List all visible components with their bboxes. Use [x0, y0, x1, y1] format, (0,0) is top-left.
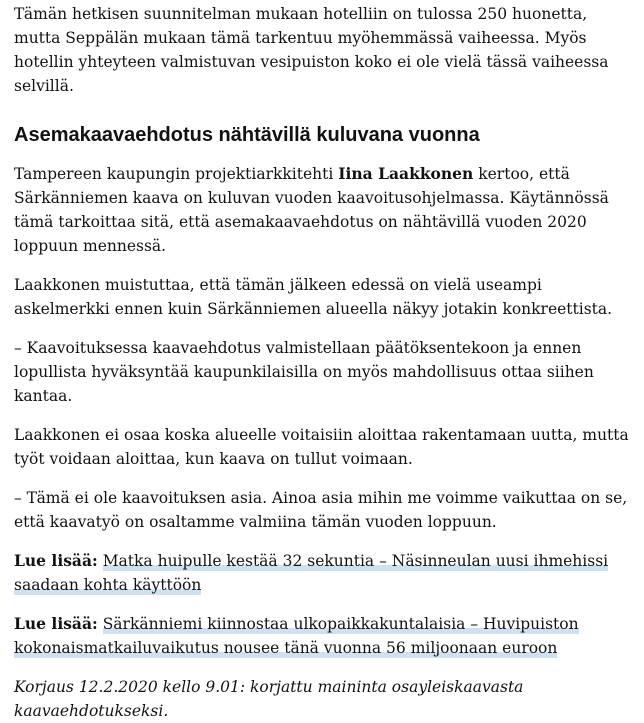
read-more: [14, 612, 634, 660]
quote-paragraph: – Tämä ei ole kaavoituksen asia. Ainoa asia mihin me voimme vaikuttaa on se, että kaavatyö on osaltamme valmiina tämän vuoden loppuun.: [14, 489, 628, 531]
article-paragraph: Laakkonen muistuttaa, että tämän jälkeen edessä on vielä useampi askelmerkki ennen kuin Särkänniemen alueella näkyy jotakin konkreettista.: [14, 276, 613, 318]
read-more-label: Lue lisää:: [14, 551, 98, 570]
paragraph-text: kertoo, että Särkänniemen kaava on kuluvan vuoden kaavoitusohjelmassa. Käytännössä tämä tarkoittaa sitä, että asemakaavaehdotus on nähtävillä vuoden 2020 loppuun mennessä.: [14, 165, 609, 255]
article-paragraph: [14, 162, 634, 258]
section-heading: Asemakaavaehdotus nähtävillä kuluvana vuonna: [14, 124, 480, 146]
article-paragraph: Laakkonen ei osaa koska alueelle voitaisiin aloittaa rakentamaan uutta, mutta työt voidaan aloittaa, kun kaava on tullut voimaan.: [14, 426, 629, 468]
person-name: Iina Laakkonen: [338, 164, 474, 183]
read-more: [14, 549, 634, 597]
read-more-link[interactable]: Matka huipulle kestää 32 sekuntia – Näsinneulan uusi ihmehissi saadaan kohta käyttöön: [14, 552, 609, 594]
read-more-label: Lue lisää:: [14, 614, 98, 633]
quote-paragraph: – Kaavoituksessa kaavaehdotus valmistellaan päätöksentekoon ja ennen lopullista hyväksyntää kaupunkilaisilla on myös mahdollisuus ottaa siihen kantaa.: [14, 339, 594, 405]
paragraph-text: Tampereen kaupungin projektiarkkitehti: [14, 165, 339, 183]
article-paragraph: Tämän hetkisen suunnitelman mukaan hotelliin on tulossa 250 huonetta, mutta Seppälän mukaan tämä tarkentuu myöhemmässä vaiheessa. Myös hotellin yhteyteen valmistuvan vesipuiston koko ei ole vielä tässä vaiheessa selvillä.: [14, 5, 609, 95]
read-more-link[interactable]: Särkänniemi kiinnostaa ulkopaikkakuntalaisia – Huvipuiston kokonaismatkailuvaikutus nousee tänä vuonna 56 miljoonaan euroon: [14, 615, 579, 657]
correction-note: Korjaus 12.2.2020 kello 9.01: korjattu maininta osayleiskaavasta kaavaehdotukseksi.: [14, 678, 524, 720]
